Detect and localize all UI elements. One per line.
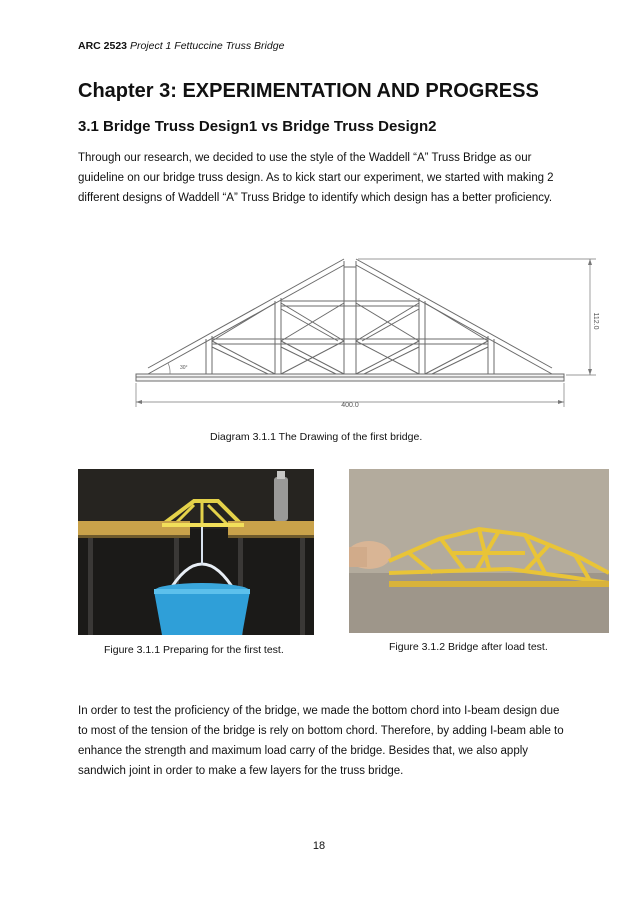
- truss-drawing: [128, 255, 608, 415]
- chapter-title: Chapter 3: EXPERIMENTATION AND PROGRESS: [78, 80, 539, 102]
- header-project-title: Project 1 Fettuccine Truss Bridge: [129, 40, 285, 52]
- header-course-code: ARC 2523: [78, 40, 128, 52]
- intro-paragraph: Through our research, we decided to use the style of the Waddell “A” Truss Bridge as our guideline on our bridge truss design. As to kick start our experiment, we started with making 2 different designs of Waddell “A” Truss Bridge to identify which design has a better proficiency.: [78, 152, 554, 204]
- page-number: 18: [312, 840, 326, 852]
- figure2-caption: Figure 3.1.2 Bridge after load test.: [389, 641, 548, 653]
- height-dimension: 112.0: [592, 312, 599, 330]
- test-setup-photo: [78, 469, 314, 635]
- ibeam-paragraph: In order to test the proficiency of the bridge, we made the bottom chord into I-beam design due to most of the tension of the bridge is rely on bottom chord. Therefore, by adding I-beam able to enhance the strength and maximum load carry of the bridge. Besides that, we also apply sandwich joint in order to make a few layers for the truss bridge.: [78, 705, 564, 777]
- after-test-photo: [349, 469, 609, 633]
- figure1-caption: Figure 3.1.1 Preparing for the first test.: [104, 644, 284, 656]
- angle-label: 30°: [180, 365, 188, 371]
- diagram-caption: Diagram 3.1.1 The Drawing of the first bridge.: [210, 431, 423, 443]
- running-header: [78, 40, 284, 52]
- section-title: 3.1 Bridge Truss Design1 vs Bridge Truss Design2: [78, 118, 437, 135]
- width-dimension: 400.0: [341, 402, 359, 409]
